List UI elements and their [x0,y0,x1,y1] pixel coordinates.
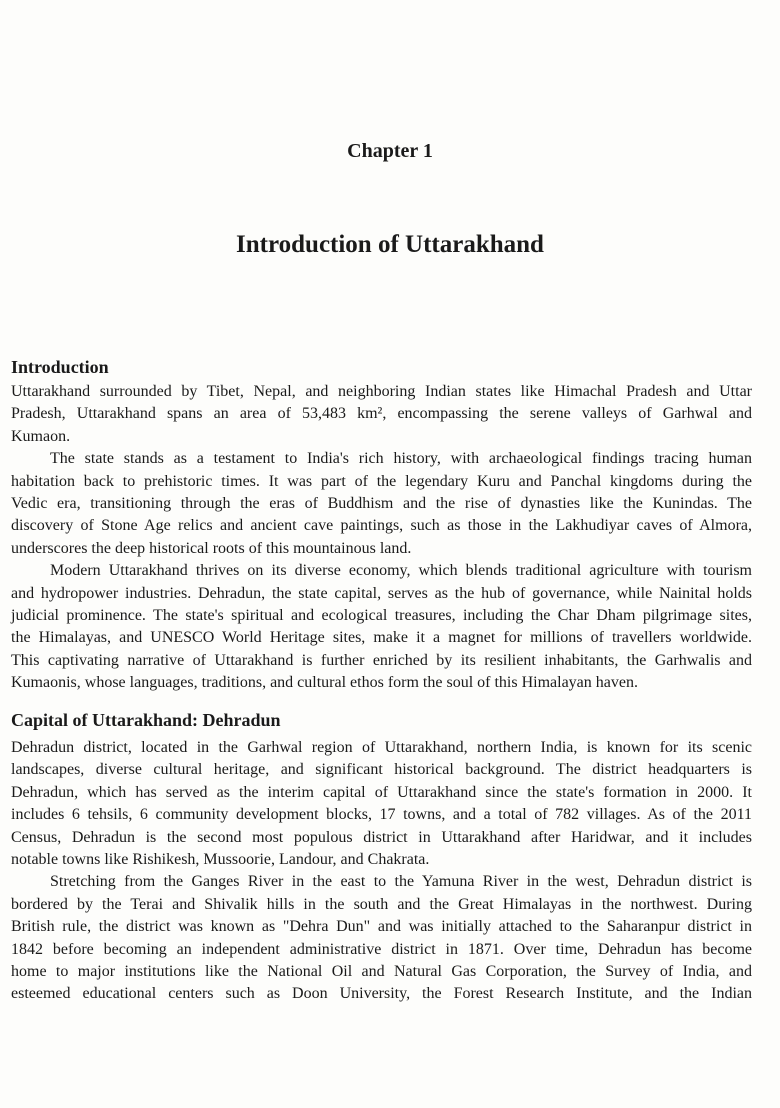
paragraph-line: Dehradun district, located in the Garhwal region of Uttarakhand, northern India, is known for its scenic [11,739,752,756]
paragraph-line: Uttarakhand surrounded by Tibet, Nepal, and neighboring Indian states like Himachal Pradesh and Uttar [11,383,752,400]
paragraph-line: The state stands as a testament to India's rich history, with archaeological findings tracing human [50,450,752,468]
paragraph-line: bordered by the Terai and Shivalik hills in the south and the Great Himalayas in the northwest. During [11,895,752,913]
paragraph-line: judicial prominence. The state's spiritual and ecological treasures, including the Char Dham pilgrimage sites, [11,607,752,624]
paragraph-line: the Himalayas, and UNESCO World Heritage sites, make it a magnet for millions of travellers worldwide. [11,629,752,647]
paragraph-line: Pradesh, Uttarakhand spans an area of 53,483 km², encompassing the serene valleys of Garhwal and [11,405,752,423]
section-heading: Capital of Uttarakhand: Dehradun [11,710,281,730]
paragraph-line: Vedic era, transitioning through the eras of Buddhism and the rise of dynasties like the Kunindas. The [11,495,752,512]
paragraph-line: landscapes, diverse cultural heritage, and significant historical background. The district headquarters is [11,761,752,779]
paragraph-line: home to major institutions like the National Oil and Natural Gas Corporation, the Survey of India, and [11,963,752,980]
paragraph-line: underscores the deep historical roots of this mountainous land. [11,539,412,557]
paragraph-line: habitation back to prehistoric times. It was part of the legendary Kuru and Panchal kingdoms during the [11,472,752,490]
paragraph-line: This captivating narrative of Uttarakhand is further enriched by its resilient inhabitants, the Garhwalis and [11,651,752,669]
paragraph-line: Census, Dehradun is the second most populous district in Uttarakhand after Haridwar, and it includes [11,828,752,846]
paragraph-line: includes 6 tehsils, 6 community development blocks, 17 towns, and a total of 782 villages. As of the 2011 [11,806,752,824]
paragraph-line: Dehradun, which has served as the interim capital of Uttarakhand since the state's formation in 2000. It [11,783,752,801]
paragraph-line: notable towns like Rishikesh, Mussoorie, Landour, and Chakrata. [11,851,430,868]
paragraph-line: British rule, the district was known as "Dehra Dun" and was initially attached to the Saharanpur district in [11,918,752,936]
paragraph-line: esteemed educational centers such as Doon University, the Forest Research Institute, and the Indian [11,985,752,1003]
paragraph-line: discovery of Stone Age relics and ancient cave paintings, such as those in the Lakhudiyar caves of Almora, [11,517,752,535]
paragraph-line: Stretching from the Ganges River in the east to the Yamuna River in the west, Dehradun district is [50,873,752,891]
chapter-label: Chapter 1 [347,140,433,162]
section-heading: Introduction [11,357,109,377]
paragraph-line: Kumaonis, whose languages, traditions, and cultural ethos form the soul of this Himalayan haven. [11,674,638,692]
paragraph-line: 1842 before becoming an independent administrative district in 1871. Over time, Dehradun has become [11,940,752,958]
page-title: Introduction of Uttarakhand [236,231,544,258]
paragraph-line: and hydropower industries. Dehradun, the state capital, serves as the hub of governance, while Nainital holds [11,584,752,602]
paragraph-line: Modern Uttarakhand thrives on its diverse economy, which blends traditional agriculture with tourism [50,562,752,580]
paragraph-line: Kumaon. [11,427,71,445]
